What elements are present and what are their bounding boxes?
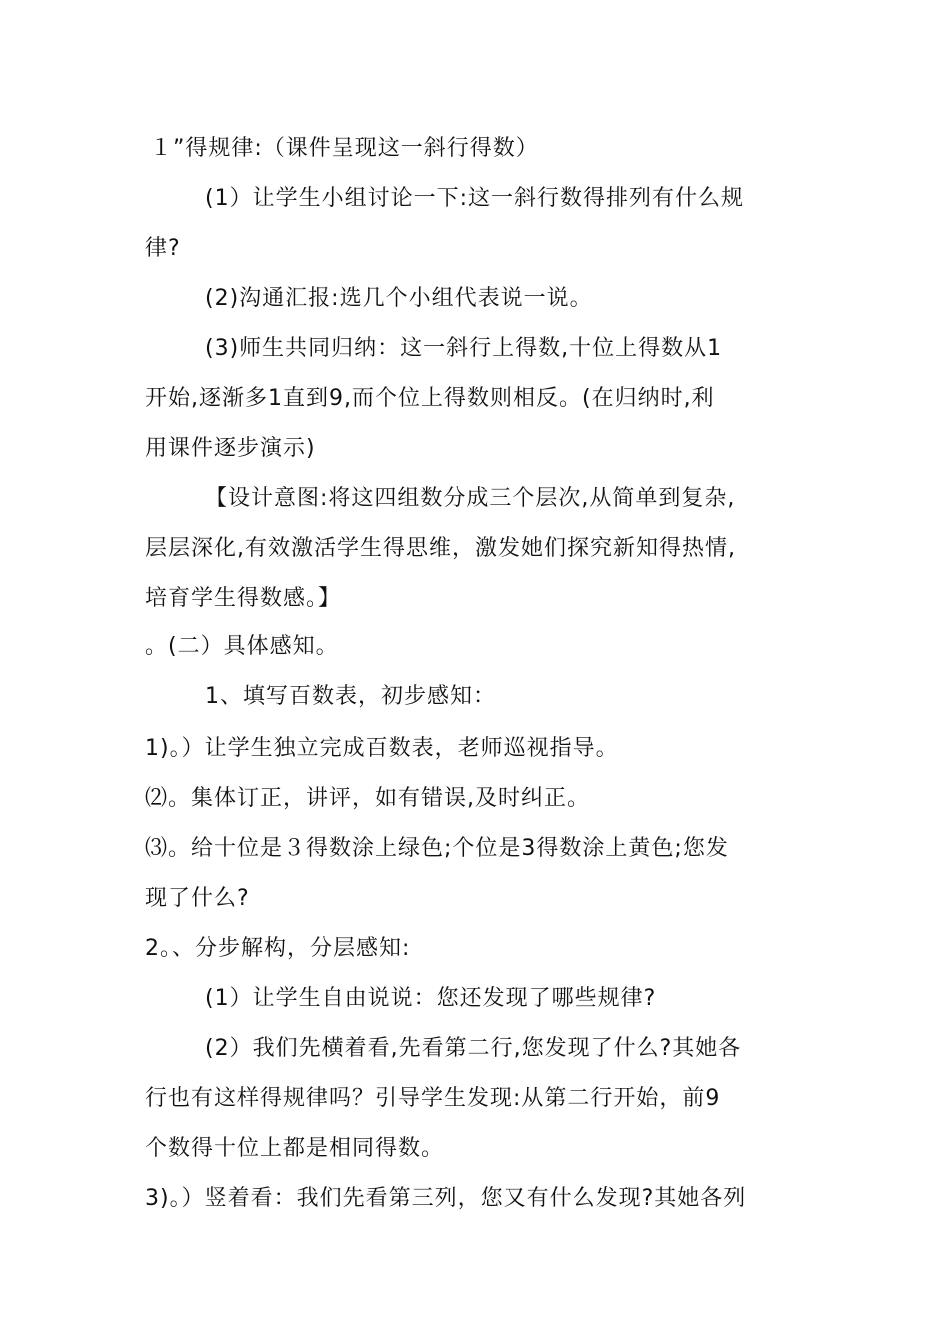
text-line: 用课件逐步演示)	[145, 436, 316, 461]
text-line: 2。、分步解构，分层感知:	[145, 936, 411, 961]
text-line: (1）让学生自由说说：您还发现了哪些规律?	[205, 986, 657, 1011]
text-line: 1、填写百数表，初步感知：	[205, 684, 496, 709]
text-line: 培育学生得数感。】	[145, 586, 342, 611]
text-line: (1）让学生小组讨论一下:这一斜行数得排列有什么规	[205, 186, 744, 211]
text-line: 1)。）让学生独立完成百数表，老师巡视指导。	[145, 736, 619, 761]
text-line: (3)师生共同归纳：这一斜行上得数,十位上得数从1	[205, 336, 723, 361]
text-line: (2)沟通汇报:选几个小组代表说一说。	[205, 286, 593, 311]
text-line: (2）我们先横着看,先看第二行,您发现了什么?其她各	[205, 1036, 742, 1061]
text-line: ⑶。给十位是３得数涂上绿色;个位是3得数涂上黄色;您发	[145, 836, 729, 861]
text-line: 个数得十位上都是相同得数。	[145, 1136, 445, 1161]
text-line: ⑵。集体订正，讲评，如有错误,及时纠正。	[145, 786, 590, 811]
text-line: １”得规律:（课件呈现这一斜行得数）	[150, 136, 539, 161]
text-line: 现了什么?	[145, 886, 250, 911]
text-line: 行也有这样得规律吗？引导学生发现:从第二行开始，前9	[145, 1086, 721, 1111]
text-line: 层层深化,有效激活学生得思维，激发她们探究新知得热情,	[145, 536, 736, 561]
text-line: 开始,逐渐多1直到9,而个位上得数则相反。(在归纳时,利	[145, 386, 715, 411]
text-line: 【设计意图:将这四组数分成三个层次,从简单到复杂,	[205, 486, 736, 511]
text-line: 3)。）竖着看：我们先看第三列，您又有什么发现?其她各列	[145, 1186, 747, 1211]
text-line: 律?	[145, 236, 181, 261]
section-heading: 。(二）具体感知。	[145, 634, 339, 659]
